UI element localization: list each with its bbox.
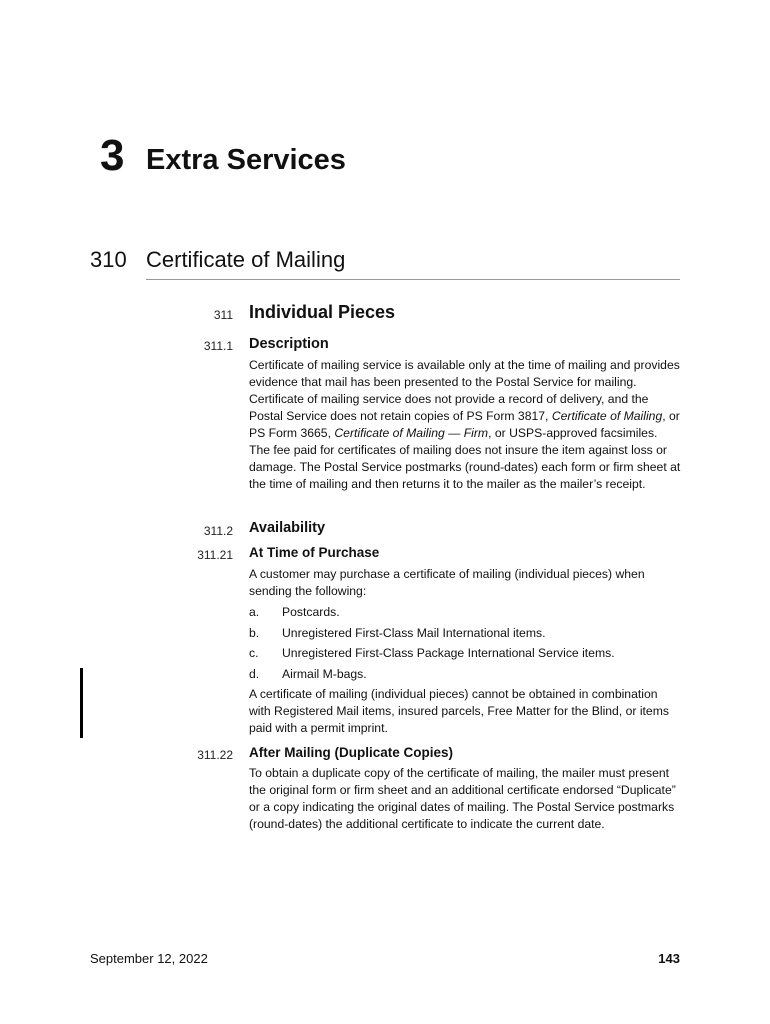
subsection-number-311-21: 311.21 (197, 548, 233, 562)
form-3665-title: Certificate of Mailing — Firm (334, 426, 489, 440)
subsection-number-311-2: 311.2 (203, 524, 233, 538)
list-text: Postcards. (282, 605, 340, 619)
section-divider (146, 279, 680, 280)
subsection-title-311-22: After Mailing (Duplicate Copies) (249, 745, 454, 760)
form-3817-title: Certificate of Mailing (551, 409, 663, 423)
section-number: 310 (90, 247, 127, 272)
page-number: 143 (658, 951, 680, 966)
purchase-closing: A certificate of mailing (individual pieces) cannot be obtained in combination with Registered Mail items, insured parcels, Free Matter for the Blind, or items paid with a permit imprint. (249, 687, 669, 735)
list-marker: d. (249, 667, 260, 681)
list-text: Unregistered First-Class Package International Service items. (282, 646, 615, 660)
subsection-number-311-1: 311.1 (203, 339, 233, 353)
description-paragraph (249, 357, 681, 493)
list-marker: a. (249, 605, 260, 619)
description-text-a: Certificate of mailing service is available only at the time of mailing and provides evidence that mail has been presented to the Postal Service for mailing. Certificate of mailing service does not provide a record of delivery, and the Postal Service does not retain copies of PS Form 3817, (249, 358, 680, 423)
subsection-title-311-1: Description (249, 336, 329, 352)
subsection-title-311-2: Availability (249, 520, 326, 536)
list-marker: b. (249, 626, 260, 640)
section-title: Certificate of Mailing (146, 247, 346, 272)
purchase-intro: A customer may purchase a certificate of mailing (individual pieces) when sending the following: (249, 567, 645, 598)
list-text: Unregistered First-Class Mail International items. (282, 626, 546, 640)
change-bar (80, 668, 83, 738)
subsection-number-311: 311 (213, 308, 233, 322)
subsection-number-311-22: 311.22 (197, 748, 233, 762)
subsection-title-311: Individual Pieces (249, 302, 396, 322)
subsection-title-311-21: At Time of Purchase (249, 545, 380, 560)
chapter-title: Extra Services (146, 144, 346, 176)
description-text-b: , or PS Form 3665, (249, 409, 680, 440)
footer-date: September 12, 2022 (90, 951, 208, 966)
list-text: Airmail M-bags. (282, 667, 367, 681)
chapter-number: 3 (100, 131, 125, 180)
duplicate-paragraph: To obtain a duplicate copy of the certificate of mailing, the mailer must present the original form or firm sheet and an additional certificate endorsed “Duplicate” or a copy indicating the original dates of mailing. The Postal Service postmarks (round-dates) the additional certificate to indicate the current date. (249, 766, 676, 831)
description-text-c: , or USPS-approved facsimiles. The fee paid for certificates of mailing does not insure the item against loss or damage. The Postal Service postmarks (round-dates) each form or firm sheet at the time of mailing and then returns it to the mailer as the mailer’s receipt. (249, 426, 681, 491)
list-marker: c. (249, 646, 259, 660)
